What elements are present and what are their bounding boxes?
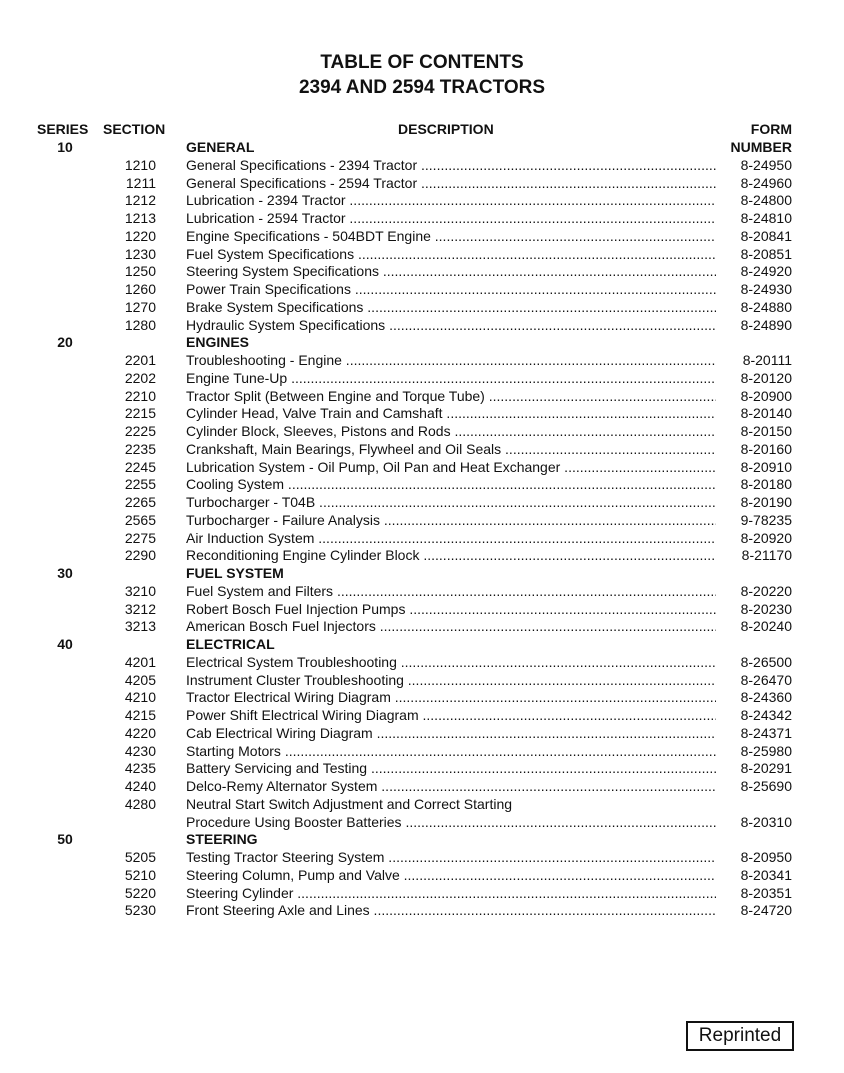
- form-number: 8-20180: [740, 476, 792, 493]
- form-number: 8-24950: [740, 156, 792, 173]
- form-number: 8-20220: [740, 582, 792, 599]
- form-number: 8-20950: [740, 849, 792, 865]
- toc-entry-row: [0, 369, 844, 387]
- toc-entry-row: [0, 546, 844, 564]
- form-number: 8-24360: [740, 689, 792, 706]
- form-number: 8-20341: [740, 866, 792, 883]
- section-column-header: SECTION: [103, 121, 166, 137]
- series-number: 10: [57, 139, 73, 155]
- series-number: 50: [57, 831, 73, 848]
- toc-entry-row: [0, 493, 844, 511]
- toc-series-row: [0, 635, 844, 653]
- entry-description: Lubrication - 2594 Tractor .....: [186, 209, 716, 227]
- toc-entry-row: [0, 671, 844, 689]
- entry-description: American Bosch Fuel Injectors .....: [186, 617, 716, 635]
- section-number: 2275: [124, 529, 156, 546]
- toc-entry-row: [0, 866, 844, 884]
- section-number: 3213: [124, 618, 156, 635]
- form-number: 8-25690: [740, 778, 792, 794]
- toc-entry-row: [0, 529, 844, 547]
- form-number: 8-20140: [740, 405, 792, 422]
- form-number: 8-20150: [740, 423, 792, 439]
- form-column-header: FORM: [750, 121, 792, 137]
- form-number: 8-20310: [740, 813, 792, 830]
- form-number: 8-20230: [740, 600, 792, 617]
- entry-description: Front Steering Axle and Lines .....: [186, 901, 716, 919]
- entry-description: Turbocharger - Failure Analysis .....: [186, 511, 716, 529]
- entry-description: Steering Column, Pump and Valve .....: [186, 866, 716, 884]
- series-heading: FUEL SYSTEM: [186, 565, 284, 581]
- toc-entry-row: [0, 245, 844, 263]
- section-number: 1250: [124, 263, 156, 280]
- toc-entry-row: [0, 617, 844, 635]
- section-number: 1280: [124, 316, 156, 333]
- section-number: 2255: [124, 476, 156, 493]
- toc-entry-row: [0, 209, 844, 227]
- entry-description: Starting Motors .....: [186, 742, 716, 760]
- page-subtitle: 2394 AND 2594 TRACTORS: [298, 77, 546, 98]
- toc-entry-row: [0, 404, 844, 422]
- entry-description: Engine Specifications - 504BDT Engine .....: [186, 227, 716, 245]
- section-number: 1260: [124, 281, 156, 297]
- form-number: 8-24371: [740, 724, 792, 741]
- section-number: 2235: [124, 440, 156, 457]
- form-column-header-line2: NUMBER: [730, 139, 792, 155]
- section-number: 2210: [124, 387, 156, 404]
- toc-entry-row: [0, 156, 844, 174]
- entry-description: General Specifications - 2594 Tractor .....: [186, 174, 716, 192]
- section-number: 4235: [124, 760, 156, 777]
- entry-description: Delco-Remy Alternator System .....: [186, 777, 716, 795]
- entry-description: Procedure Using Booster Batteries .....: [186, 813, 716, 831]
- toc-entry-row: [0, 742, 844, 760]
- entry-description: Tractor Electrical Wiring Diagram .....: [186, 688, 716, 706]
- form-number: 8-26470: [740, 671, 792, 688]
- section-number: 1211: [125, 174, 156, 191]
- entry-description: Engine Tune-Up .....: [186, 369, 716, 387]
- form-number: 8-20351: [740, 884, 792, 901]
- form-number: 8-20160: [740, 440, 792, 457]
- section-number: 4230: [124, 742, 156, 759]
- form-number: 9-78235: [740, 511, 792, 528]
- form-number: 8-20920: [740, 529, 792, 546]
- form-number: 8-20190: [740, 494, 792, 510]
- series-number: 40: [57, 636, 73, 652]
- section-number: 4201: [124, 653, 156, 670]
- form-number: 8-25980: [740, 742, 792, 759]
- toc-entry-row: [0, 191, 844, 209]
- entry-description: Tractor Split (Between Engine and Torque Tube) .....: [186, 387, 716, 405]
- reprinted-stamp: Reprinted: [686, 1021, 794, 1051]
- entry-description: Crankshaft, Main Bearings, Flywheel and Oil Seals .....: [186, 440, 716, 458]
- form-number: 8-24810: [740, 210, 792, 226]
- entry-description: Neutral Start Switch Adjustment and Correct Starting: [186, 795, 513, 812]
- form-number: 8-26500: [740, 653, 792, 670]
- toc-entry-row: [0, 813, 844, 831]
- form-number: 8-20111: [742, 352, 792, 368]
- section-number: 5210: [124, 866, 156, 883]
- entry-description: Steering System Specifications .....: [186, 262, 716, 280]
- form-number: 8-24800: [740, 192, 792, 209]
- section-number: 4205: [124, 671, 156, 688]
- toc-entry-row: [0, 458, 844, 476]
- entry-description: Power Train Specifications .....: [186, 280, 716, 298]
- series-heading: STEERING: [186, 831, 258, 848]
- entry-description: Fuel System Specifications .....: [186, 245, 716, 263]
- section-number: 2245: [124, 458, 156, 475]
- toc-series-row: [0, 333, 844, 351]
- entry-description: Steering Cylinder .....: [186, 884, 716, 902]
- toc-entry-row: [0, 795, 844, 813]
- entry-description: Instrument Cluster Troubleshooting .....: [186, 671, 716, 689]
- section-number: 2265: [124, 494, 156, 510]
- toc-entry-row: [0, 724, 844, 742]
- entry-description: Robert Bosch Fuel Injection Pumps .....: [186, 600, 716, 618]
- toc-series-row: [0, 830, 844, 848]
- toc-entry-row: [0, 280, 844, 298]
- section-number: 4280: [124, 795, 156, 812]
- section-number: 2215: [124, 405, 156, 422]
- series-number: 20: [57, 334, 73, 351]
- entry-description: Battery Servicing and Testing .....: [186, 759, 716, 777]
- section-number: 2202: [124, 369, 156, 386]
- entry-description: Lubrication System - Oil Pump, Oil Pan and Heat Exchanger .....: [186, 458, 716, 476]
- section-number: 5230: [124, 902, 156, 919]
- toc-entry-row: [0, 653, 844, 671]
- toc-entry-row: [0, 475, 844, 493]
- entry-description: Lubrication - 2394 Tractor .....: [186, 191, 716, 209]
- series-heading: ENGINES: [186, 334, 250, 351]
- section-number: 4240: [124, 778, 156, 794]
- section-number: 5220: [124, 884, 156, 901]
- series-column-header: SERIES: [37, 121, 89, 137]
- form-number: 8-20120: [740, 369, 792, 386]
- toc-entry-row: [0, 387, 844, 405]
- section-number: 4210: [124, 689, 156, 706]
- entry-description: Reconditioning Engine Cylinder Block .....: [186, 546, 716, 564]
- entry-description: General Specifications - 2394 Tractor .....: [186, 156, 716, 174]
- form-number: 8-20240: [740, 618, 792, 635]
- section-number: 2225: [124, 423, 156, 439]
- form-number: 8-24342: [740, 707, 792, 723]
- toc-entry-row: [0, 174, 844, 192]
- entry-description: Cylinder Block, Sleeves, Pistons and Rods .....: [186, 422, 716, 440]
- toc-entry-row: [0, 227, 844, 245]
- toc-entry-row: [0, 884, 844, 902]
- series-heading: ELECTRICAL: [186, 636, 275, 652]
- form-number: 8-20291: [740, 760, 792, 777]
- toc-entry-row: [0, 582, 844, 600]
- entry-description: Turbocharger - T04B .....: [186, 493, 716, 511]
- toc-entry-row: [0, 351, 844, 369]
- form-number: 8-24720: [740, 902, 792, 919]
- series-heading: GENERAL: [186, 139, 255, 155]
- form-number: 8-24890: [740, 316, 792, 333]
- toc-entry-row: [0, 706, 844, 724]
- page-title: TABLE OF CONTENTS: [320, 52, 524, 73]
- section-number: 1220: [124, 227, 156, 244]
- section-number: 1230: [124, 245, 156, 262]
- toc-entry-row: [0, 848, 844, 866]
- toc-entry-row: [0, 316, 844, 334]
- toc-entry-row: [0, 688, 844, 706]
- section-number: 1212: [124, 192, 156, 209]
- section-number: 1270: [124, 298, 156, 315]
- entry-description: Hydraulic System Specifications .....: [186, 316, 716, 334]
- toc-entry-row: [0, 262, 844, 280]
- entry-description: Fuel System and Filters .....: [186, 582, 716, 600]
- series-number: 30: [57, 565, 73, 581]
- section-number: 3210: [124, 582, 156, 599]
- form-number: 8-20841: [740, 227, 792, 244]
- toc-entry-row: [0, 777, 844, 795]
- section-number: 2290: [124, 547, 156, 564]
- toc-entry-row: [0, 422, 844, 440]
- entry-description: Troubleshooting - Engine .....: [186, 351, 716, 369]
- form-number: 8-20910: [740, 458, 792, 475]
- toc-entry-row: [0, 901, 844, 919]
- section-number: 5205: [124, 849, 156, 865]
- toc-entry-row: [0, 440, 844, 458]
- form-number: 8-21170: [741, 547, 792, 564]
- toc-entry-row: [0, 511, 844, 529]
- entry-description: Power Shift Electrical Wiring Diagram .....: [186, 706, 716, 724]
- toc-entry-row: [0, 759, 844, 777]
- section-number: 2565: [124, 511, 156, 528]
- form-number: 8-24920: [740, 263, 792, 280]
- toc-series-row: [0, 138, 844, 156]
- entry-description: Cooling System .....: [186, 475, 716, 493]
- section-number: 2201: [124, 352, 156, 368]
- form-number: 8-24930: [740, 281, 792, 297]
- entry-description: Cab Electrical Wiring Diagram .....: [186, 724, 716, 742]
- entry-description: Brake System Specifications .....: [186, 298, 716, 316]
- form-number: 8-24960: [740, 174, 792, 191]
- entry-description: Electrical System Troubleshooting .....: [186, 653, 716, 671]
- form-number: 8-20851: [740, 245, 792, 262]
- form-number: 8-24880: [740, 298, 792, 315]
- entry-description: Cylinder Head, Valve Train and Camshaft .....: [186, 404, 716, 422]
- entry-description: Air Induction System .....: [186, 529, 716, 547]
- section-number: 4215: [124, 707, 156, 723]
- entry-description: Testing Tractor Steering System .....: [186, 848, 716, 866]
- section-number: 3212: [124, 600, 156, 617]
- form-number: 8-20900: [740, 387, 792, 404]
- section-number: 1210: [124, 156, 156, 173]
- description-column-header: DESCRIPTION: [398, 121, 494, 137]
- toc-series-row: [0, 564, 844, 582]
- section-number: 4220: [124, 724, 156, 741]
- section-number: 1213: [124, 210, 156, 226]
- toc-entry-row: [0, 600, 844, 618]
- toc-entry-row: [0, 298, 844, 316]
